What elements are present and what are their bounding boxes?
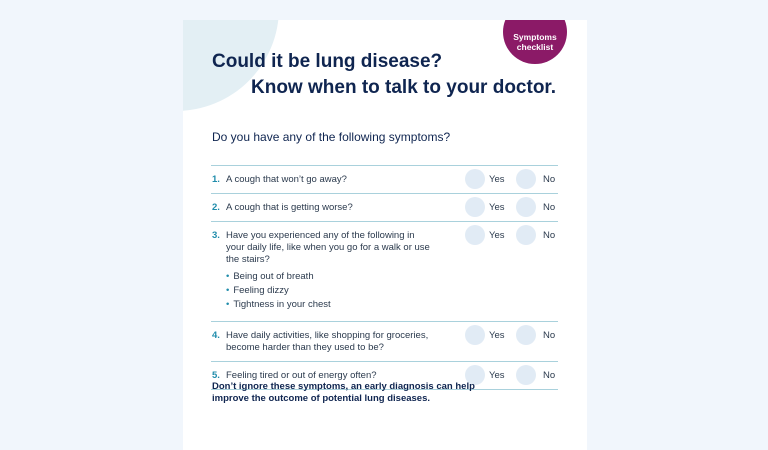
yes-radio[interactable]	[465, 169, 485, 189]
item-text: Have you experienced any of the following in your daily life, like when you go for a walk or use the stairs?	[226, 230, 430, 265]
bullet-icon: •	[226, 285, 230, 296]
symptom-row-2	[211, 194, 558, 222]
yes-radio[interactable]	[465, 197, 485, 217]
yes-radio[interactable]	[465, 225, 485, 245]
yes-label: Yes	[489, 173, 505, 185]
no-option[interactable]	[516, 365, 555, 385]
no-label: No	[543, 329, 556, 341]
bullet-icon: •	[226, 299, 230, 310]
symptom-list	[211, 165, 558, 390]
no-option[interactable]	[516, 169, 555, 189]
item-number: 2.	[212, 202, 220, 213]
question-prompt: Do you have any of the following symptoms?	[212, 130, 451, 144]
no-radio[interactable]	[516, 169, 536, 189]
badge-line-2: checklist	[516, 42, 554, 52]
bullet-icon: •	[226, 271, 230, 282]
footer-note: Don’t ignore these symptoms, an early diagnosis can help improve the outcome of potential lung diseases.	[212, 381, 475, 404]
item-number: 5.	[212, 370, 220, 381]
symptoms-checklist-badge	[503, 20, 567, 64]
yes-label: Yes	[489, 201, 505, 213]
yes-option[interactable]	[465, 325, 505, 345]
sub-symptom-list	[226, 270, 558, 312]
yes-option[interactable]	[465, 169, 505, 189]
checklist-card	[183, 20, 587, 450]
yes-label: Yes	[489, 369, 505, 381]
yes-option[interactable]	[465, 197, 505, 217]
sub-symptom: • Feeling dizzy	[226, 285, 289, 296]
no-radio[interactable]	[516, 197, 536, 217]
sub-symptom: • Being out of breath	[226, 271, 314, 282]
page-title: Could it be lung disease?	[212, 51, 443, 72]
no-label: No	[543, 229, 556, 241]
page-subtitle: Know when to talk to your doctor.	[251, 77, 557, 98]
no-label: No	[543, 369, 556, 381]
no-label: No	[543, 173, 556, 185]
item-number: 1.	[212, 174, 220, 185]
no-label: No	[543, 201, 556, 213]
yes-option[interactable]	[465, 225, 505, 245]
item-text: A cough that is getting worse?	[226, 202, 353, 213]
no-radio[interactable]	[516, 225, 536, 245]
no-radio[interactable]	[516, 325, 536, 345]
badge-line-1: Symptoms	[513, 32, 557, 42]
symptom-row-3	[211, 222, 558, 322]
symptom-row-4	[211, 322, 558, 362]
yes-label: Yes	[489, 229, 505, 241]
symptom-row-1	[211, 166, 558, 194]
no-radio[interactable]	[516, 365, 536, 385]
no-option[interactable]	[516, 225, 555, 245]
item-text: Feeling tired or out of energy often?	[226, 370, 377, 381]
sub-symptom: • Tightness in your chest	[226, 299, 331, 310]
item-number: 3.	[212, 230, 220, 241]
yes-radio[interactable]	[465, 325, 485, 345]
item-number: 4.	[212, 330, 220, 341]
no-option[interactable]	[516, 325, 555, 345]
item-text: A cough that won’t go away?	[226, 174, 347, 185]
item-text: Have daily activities, like shopping for groceries, become harder than they used to be?	[226, 330, 429, 353]
yes-label: Yes	[489, 329, 505, 341]
no-option[interactable]	[516, 197, 555, 217]
